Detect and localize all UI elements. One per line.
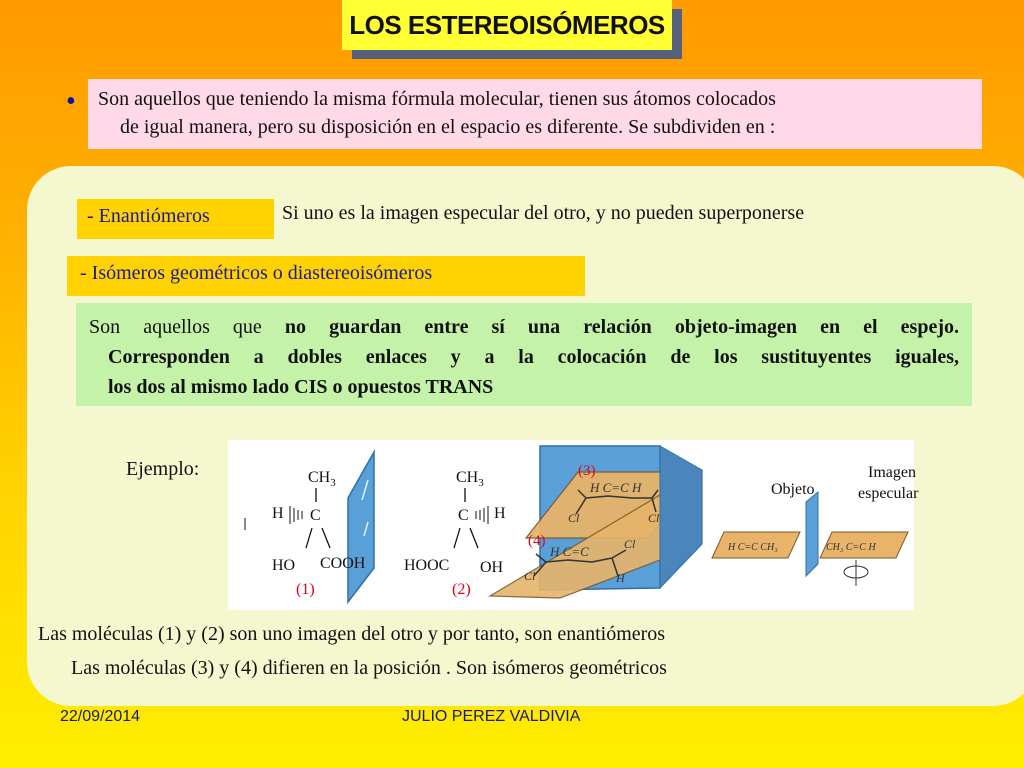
svg-text:H C=C H: H C=C H: [590, 480, 642, 495]
slide-title: LOS ESTEREOISÓMEROS: [342, 0, 672, 50]
example-drawing: [228, 440, 914, 610]
definition-line-2: de igual manera, pero su disposición en el espacio es diferente. Se subdividen en :: [120, 116, 776, 138]
mol2-c: C: [458, 507, 469, 524]
geometric-description-bold-3: los dos al mismo lado CIS o opuestos TRANS: [108, 376, 494, 398]
conclusion-line-1: Las moléculas (1) y (2) son uno imagen del otro y por tanto, son enantiómeros: [38, 623, 666, 645]
mol1-ch3: $CH_3$: [308, 469, 336, 490]
geometric-description-bold-2: Corresponden a dobles enlaces y a la colocación de los sustituyentes iguales,: [108, 346, 959, 368]
small-mirror: [806, 492, 818, 576]
example-label: Ejemplo:: [126, 458, 200, 480]
svg-text:H: H: [616, 571, 625, 585]
mol2-h: H: [494, 505, 506, 522]
definition-box: [88, 79, 982, 149]
enantiomers-description: Si uno es la imagen especular del otro, y no pueden superponerse: [282, 202, 805, 224]
mirror-plane-1: [348, 452, 374, 602]
svg-text:Cl: Cl: [524, 569, 536, 583]
mol1-cooh: COOH: [320, 555, 366, 572]
svg-text:Cl: Cl: [624, 537, 636, 551]
especular-label: especular: [858, 485, 919, 502]
label-4: (4): [528, 533, 546, 549]
svg-text:H C=C CH₃: H C=C CH₃: [728, 542, 778, 553]
geometric-description-bold-1: no guardan entre sí una relación objeto-imagen en el espejo.: [284, 316, 959, 338]
geometric-description-box: [76, 303, 972, 406]
svg-text:H C=C: H C=C: [550, 544, 589, 559]
mol2-hooc: HOOC: [404, 557, 450, 574]
geometric-description-line-1: [89, 312, 959, 342]
label-3: (3): [578, 463, 596, 479]
geometric-description-line-3: [89, 372, 959, 402]
example-figure: [228, 440, 919, 610]
mol1-number: (1): [296, 581, 315, 598]
objeto-label: Objeto: [771, 481, 815, 498]
mol1-c: C: [310, 507, 321, 524]
mol2-ch3: $CH_3$: [456, 469, 484, 490]
enantiomers-label: - Enantiómeros: [77, 199, 274, 239]
geometric-description-line-2: [89, 342, 959, 372]
mol2-oh: OH: [480, 559, 504, 576]
footer-date: 22/09/2014: [60, 708, 141, 725]
bullet-icon: •: [66, 86, 76, 117]
svg-text:CH₃ C=C H: CH₃ C=C H: [826, 542, 876, 553]
mol1-h: H: [272, 505, 284, 522]
svg-text:Cl: Cl: [568, 511, 580, 525]
imagen-label: Imagen: [868, 464, 916, 481]
mol1-ho: HO: [272, 557, 296, 574]
conclusion-line-2: Las moléculas (3) y (4) difieren en la posición . Son isómeros geométricos: [71, 657, 667, 679]
geometric-isomers-label: - Isómeros geométricos o diastereoisómeros: [67, 256, 585, 296]
svg-text:Cl: Cl: [648, 511, 660, 525]
mol2-number: (2): [452, 581, 471, 598]
geometric-description-normal: Son aquellos que: [89, 316, 262, 338]
mirror-shadow: [660, 446, 702, 588]
definition-line-1: Son aquellos que teniendo la misma fórmula molecular, tienen sus átomos colocados: [98, 88, 776, 110]
footer-author: JULIO PEREZ VALDIVIA: [402, 708, 581, 725]
